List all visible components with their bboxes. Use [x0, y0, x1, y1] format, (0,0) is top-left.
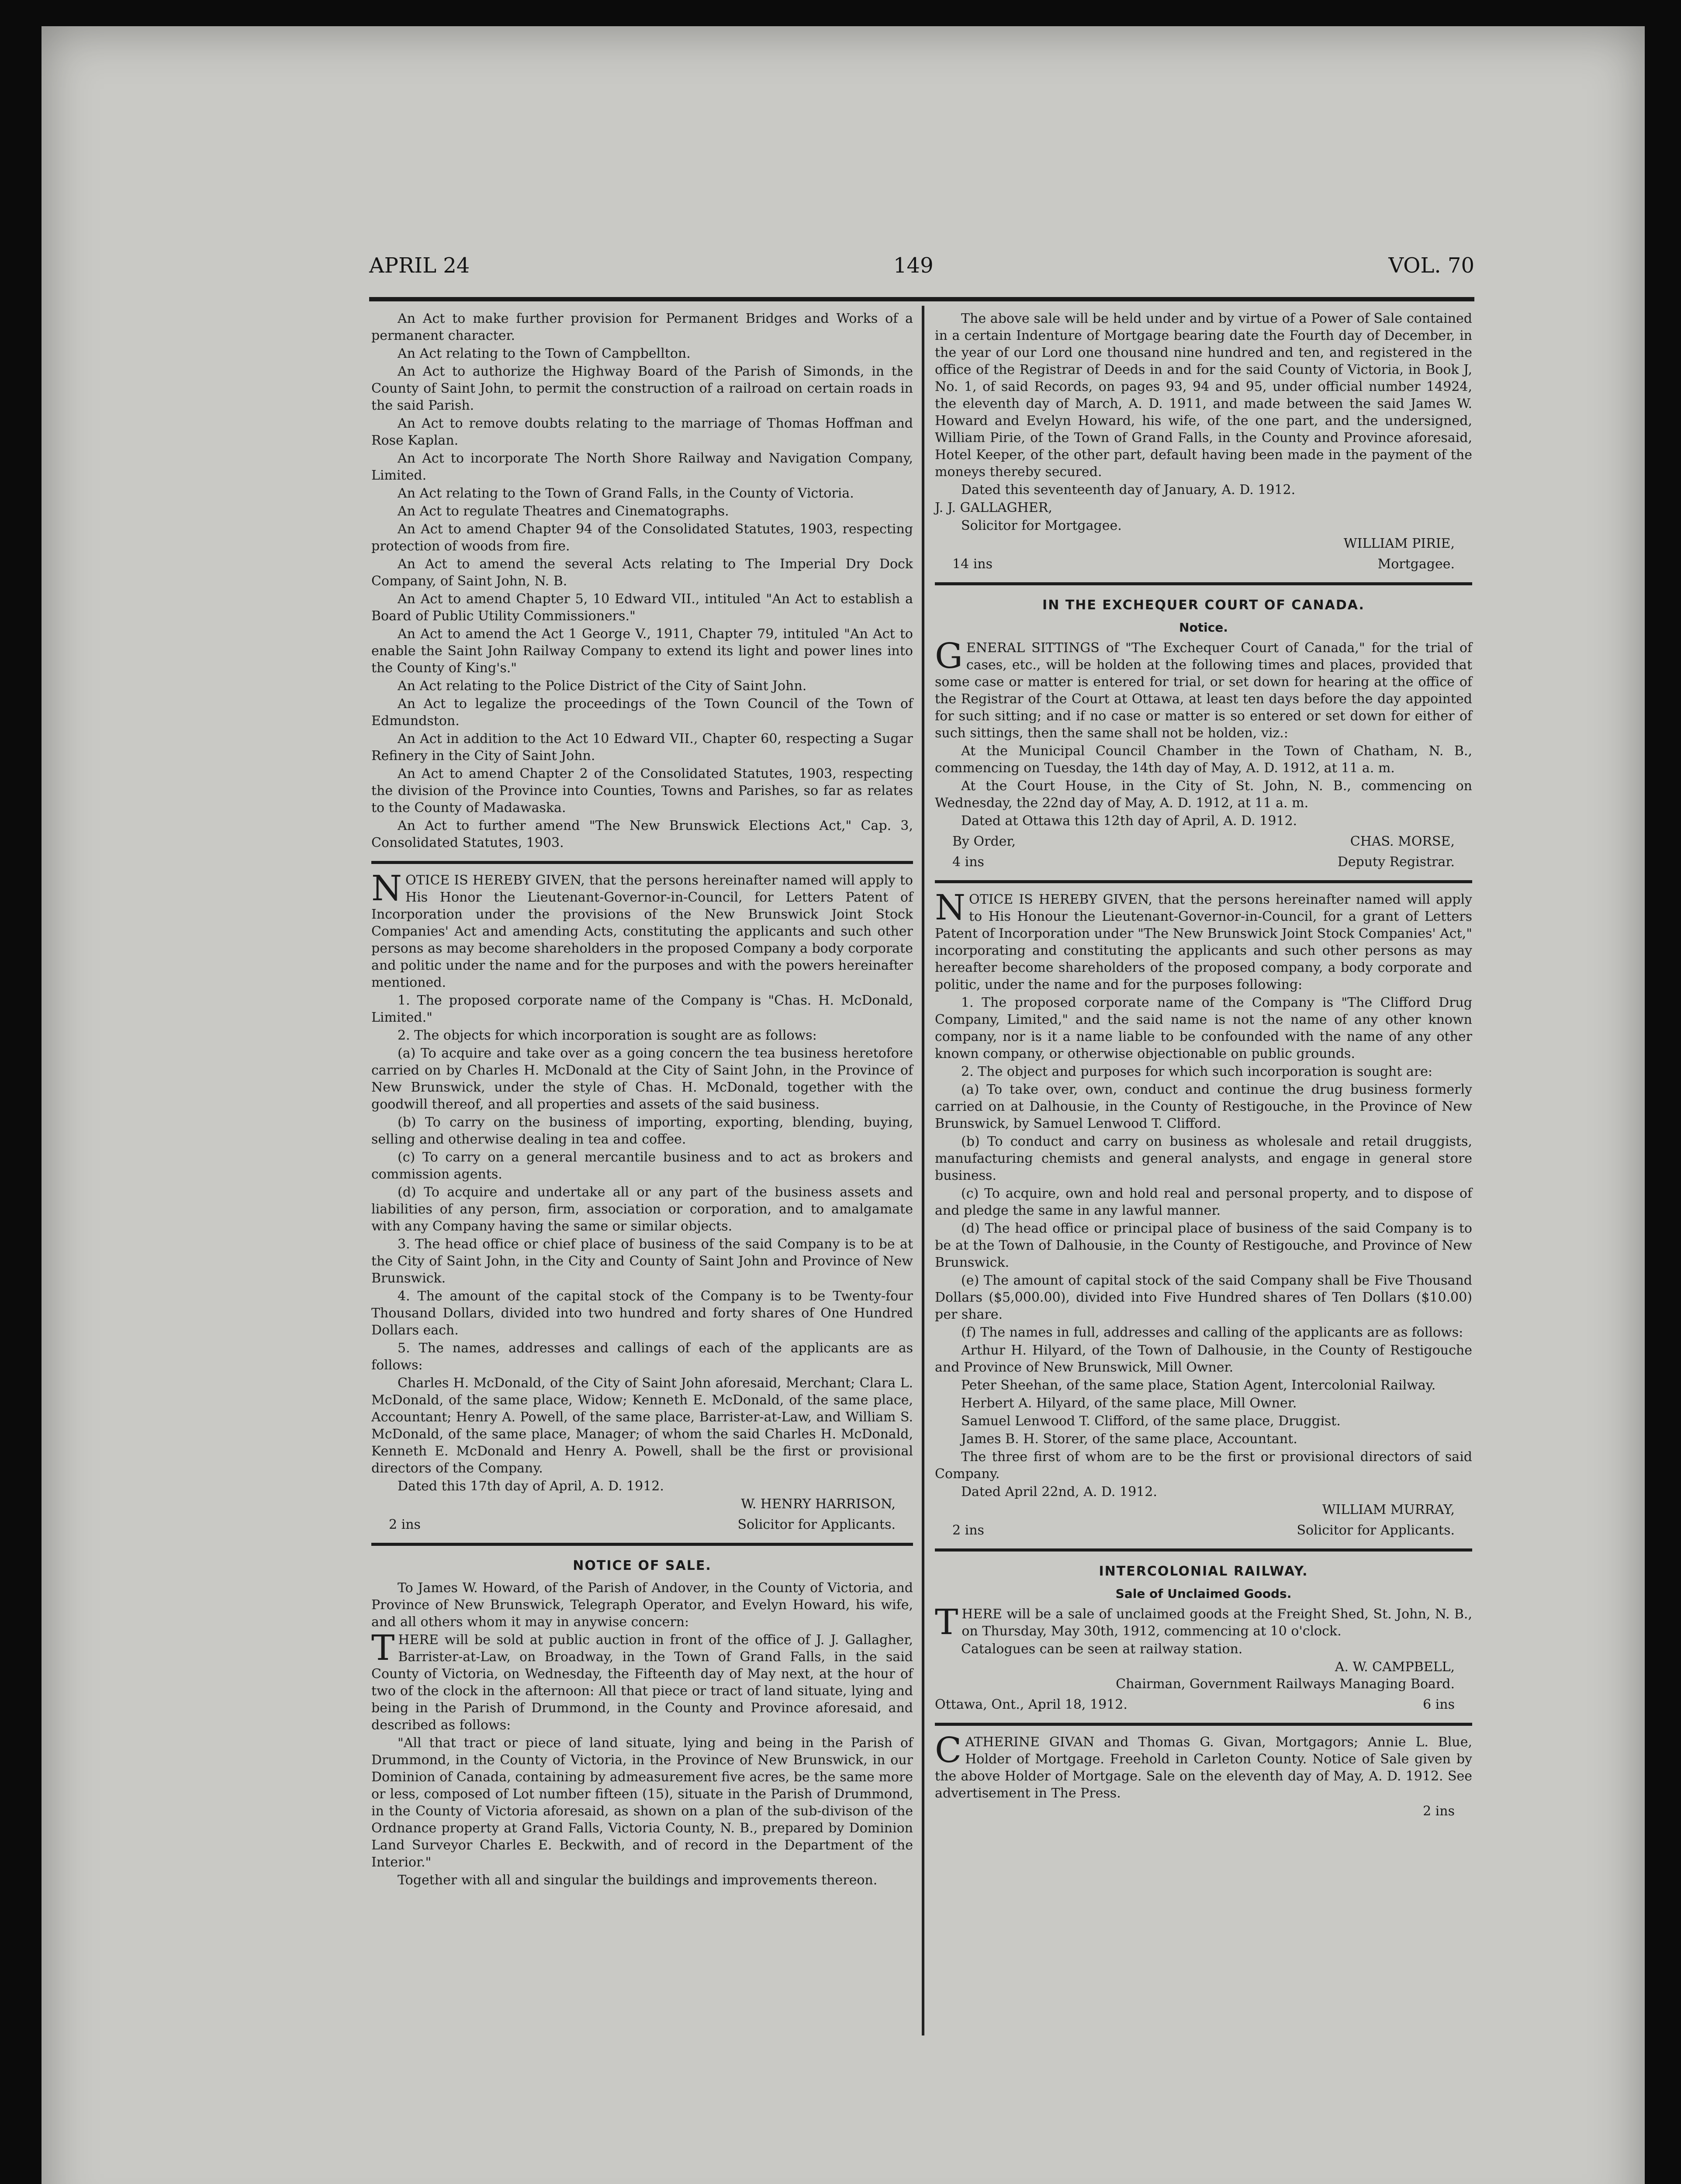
act-item: An Act to further amend "The New Brunswick Elections Act," Cap. 3, Consolidated Statutes, 1903.	[371, 818, 913, 850]
section-rule	[935, 1548, 1472, 1552]
act-item: An Act to authorize the Highway Board of the Parish of Simonds, in the County of Saint John, to permit the construction of a railroad on certain roads in the said Parish.	[371, 364, 913, 413]
signature-row	[935, 1522, 1472, 1539]
section-title: INTERCOLONIAL RAILWAY.	[1099, 1564, 1308, 1579]
notice-intro: OTICE IS HEREBY GIVEN, that the persons hereinafter named will apply to His Honor the Lieutenant-Governor-in-Council, for Letters Patent of Incorporation under the provisions of the New Brunswick Joint Stock Companies' Act and amending Acts, constituting the applicants and such other persons as may become shareholders in the proposed Company a body corporate and politic under the name and for the purposes and with the powers hereinafter mentioned.	[371, 873, 913, 990]
signature-row	[935, 556, 1472, 573]
act-item: An Act relating to the Town of Grand Falls, in the County of Victoria.	[398, 486, 854, 501]
notice-paragraph: 4. The amount of the capital stock of the Company is to be Twenty-four Thousand Dollars, divided into two hundred and forty shares of One Hundred Dollars each.	[371, 1289, 913, 1338]
signature-title: Solicitor for Applicants.	[1297, 1523, 1455, 1538]
section-subtitle: Notice.	[1179, 620, 1228, 635]
notice-paragraph: (d) The head office or principal place of business of the said Company is to be at the Town of Dalhousie, in the County of Restigouche, and Province of New Brunswick.	[935, 1221, 1472, 1270]
insertion-count: 2 ins	[952, 1523, 984, 1538]
notice-dated: Dated this 17th day of April, A. D. 1912.	[398, 1479, 664, 1494]
signature-name: W. HENRY HARRISON,	[741, 1496, 896, 1512]
act-item: An Act to remove doubts relating to the marriage of Thomas Hoffman and Rose Kaplan.	[371, 416, 913, 448]
exchequer-sitting: At the Court House, in the City of St. John, N. B., commencing on Wednesday, the 22nd day of May, A. D. 1912, at 11 a. m.	[935, 778, 1472, 811]
sale-description: "All that tract or piece of land situate, lying and being in the Parish of Drummond, in the County of Victoria, in the Province of New Brunswick, in our Dominion of Canada, containing by admeasurement five acres, be the same more or less, composed of Lot number fifteen (15), situate in the Parish of Drummond, in the County of Victoria aforesaid, as shown on a plan of the sub-divison of the Ordnance property at Grand Falls, Victoria County, N. B., prepared by Dominion Land Surveyor Charles E. Beckwith, and of record in the Department of the Interior."	[371, 1735, 913, 1870]
notice-paragraph: (e) The amount of capital stock of the said Company shall be Five Thousand Dollars ($5,000.00), divided into Five Hundred shares of Ten Dollars ($10.00) per share.	[935, 1273, 1472, 1322]
right-column	[935, 310, 1472, 1820]
signature-row	[935, 854, 1472, 871]
sale-dated: Dated this seventeenth day of January, A. D. 1912.	[961, 482, 1296, 498]
dropcap: N	[371, 868, 402, 909]
notice-paragraph: (c) To acquire, own and hold real and personal property, and to dispose of and pledge the same in any lawful manner.	[935, 1186, 1472, 1218]
section-rule	[935, 582, 1472, 585]
insertion-count: 2 ins	[1423, 1804, 1455, 1819]
signature-name: CHAS. MORSE,	[1350, 834, 1455, 849]
notice-paragraph: Charles H. McDonald, of the City of Saint John aforesaid, Merchant; Clara L. McDonald, of the same place, Widow; Kenneth E. McDonald, of the same place, Accountant; Henry A. Powell, of the same place, Barrister-at-Law, and William S. McDonald, of the same place, Manager; of whom the said Charles H. McDonald, Kenneth E. McDonald and Henry A. Powell, shall be the first or provisional directors of the Company.	[371, 1375, 913, 1476]
signature-row	[371, 1516, 913, 1533]
act-item: An Act relating to the Town of Campbellton.	[398, 346, 691, 361]
notice-paragraph: 2. The object and purposes for which such incorporation is sought are:	[961, 1064, 1433, 1079]
exchequer-court-notice	[935, 597, 1472, 871]
signature-name: A. W. CAMPBELL,	[1335, 1659, 1455, 1675]
notice-paragraph: (c) To carry on a general mercantile business and to act as brokers and commission agents.	[371, 1150, 913, 1182]
dropcap: C	[935, 1730, 962, 1770]
act-item: An Act to make further provision for Permanent Bridges and Works of a permanent character.	[371, 311, 913, 343]
exchequer-dated: Dated at Ottawa this 12th day of April, A. D. 1912.	[961, 813, 1297, 829]
notice-paragraph: (a) To acquire and take over as a going concern the tea business heretofore carried on by Charles H. McDonald at the City of Saint John, in the Province of New Brunswick, under the style of Chas. H. McDonald, together with the goodwill thereof, and all properties and assets of the said business.	[371, 1046, 913, 1112]
act-item: An Act to incorporate The North Shore Railway and Navigation Company, Limited.	[371, 451, 913, 483]
page-header	[369, 253, 1474, 288]
by-order: By Order,	[952, 834, 1016, 849]
insertion-count: 14 ins	[952, 556, 993, 572]
givan-mortgage-notice	[935, 1730, 1472, 1820]
act-item: An Act to legalize the proceedings of the Town Council of the Town of Edmundston.	[371, 696, 913, 729]
dropcap: T	[935, 1602, 958, 1642]
signature-row	[935, 833, 1472, 850]
exchequer-body: ENERAL SITTINGS of "The Exchequer Court of Canada," for the trial of cases, etc., will be holden at the following times and places, provided that some case or matter is entered for trial, or set down for hearing at the office of the Registrar of the Court at Ottawa, at least ten days before the day appointed for such sitting; and if no case or matter is so entered or set down for either of such sittings, then the same shall not be holden, viz.:	[935, 640, 1472, 741]
act-item: An Act to amend the Act 1 George V., 1911, Chapter 79, intituled "An Act to enable the Saint John Railway Company to extend its light and power lines into the County of King's."	[371, 626, 913, 676]
section-title: IN THE EXCHEQUER COURT OF CANADA.	[1042, 598, 1365, 613]
section-rule	[935, 880, 1472, 883]
notice-dated: Dated April 22nd, A. D. 1912.	[961, 1484, 1157, 1500]
notice-paragraph: Samuel Lenwood T. Clifford, of the same place, Druggist.	[961, 1413, 1341, 1429]
incorporation-notice-clifford	[935, 887, 1472, 1539]
dropcap: N	[935, 887, 965, 928]
dropcap: G	[935, 636, 963, 676]
section-rule	[371, 1543, 913, 1546]
notice-paragraph: 5. The names, addresses and callings of each of the applicants are as follows:	[371, 1341, 913, 1373]
insertion-count: 6 ins	[1423, 1697, 1455, 1712]
column-divider	[922, 306, 924, 2035]
section-subtitle: Sale of Unclaimed Goods.	[1115, 1586, 1292, 1601]
notice-paragraph: Peter Sheehan, of the same place, Station Agent, Intercolonial Railway.	[961, 1378, 1436, 1393]
section-title: NOTICE OF SALE.	[573, 1558, 712, 1573]
notice-of-sale-continued	[935, 310, 1472, 573]
notice-paragraph: The three first of whom are to be the first or provisional directors of said Company.	[935, 1449, 1472, 1482]
notice-paragraph: 2. The objects for which incorporation is sought are as follows:	[398, 1028, 817, 1043]
notice-intro: OTICE IS HEREBY GIVEN, that the persons hereinafter named will apply to His Honour the Lieutenant-Governor-in-Council, for a grant of Letters Patent of Incorporation under "The New Brunswick Joint Stock Companies' Act," incorporating and constituting the applicants and such other persons as may hereafter become shareholders of the proposed company, a body corporate and politic, under the name and for the purposes following:	[935, 892, 1472, 992]
sale-body: HERE will be sold at public auction in front of the office of J. J. Gallagher, Barrister-at-Law, on Broadway, in the Town of Grand Falls, in the said County of Victoria, on Wednesday, the Fifteenth day of May next, at the hour of two of the clock in the afternoon: All that piece or tract of land situate, lying and being in the Parish of Drummond, in the County and Province aforesaid, and described as follows:	[371, 1632, 913, 1733]
signature-title: Deputy Registrar.	[1337, 854, 1455, 870]
notice-paragraph: 3. The head office or chief place of business of the said Company is to be at the City of Saint John, in the City and County of Saint John and Province of New Brunswick.	[371, 1237, 913, 1286]
volume-label: VOL. 70	[1388, 253, 1474, 278]
notice-of-sale	[371, 1557, 913, 1889]
left-column	[371, 310, 913, 1890]
givan-body: ATHERINE GIVAN and Thomas G. Givan, Mortgagors; Annie L. Blue, Holder of Mortgage. Freehold in Carleton County. Notice of Sale given by the above Holder of Mortgage. Sale on the eleventh day of May, A. D. 1912. See advertisement in The Press.	[935, 1735, 1472, 1801]
solicitor-title: Solicitor for Mortgagee.	[961, 518, 1122, 533]
exchequer-sitting: At the Municipal Council Chamber in the Town of Chatham, N. B., commencing on Tuesday, the 14th day of May, A. D. 1912, at 11 a. m.	[935, 743, 1472, 776]
railway-catalogues: Catalogues can be seen at railway station.	[961, 1641, 1243, 1657]
signature-row	[935, 1696, 1472, 1713]
act-item: An Act to regulate Theatres and Cinematographs.	[398, 504, 729, 519]
signature-title: Chairman, Government Railways Managing Board.	[1116, 1676, 1455, 1692]
act-item: An Act in addition to the Act 10 Edward VII., Chapter 60, respecting a Sugar Refinery in the City of Saint John.	[371, 731, 913, 764]
notice-paragraph: (b) To carry on the business of importing, exporting, blending, buying, selling and otherwise dealing in tea and coffee.	[371, 1115, 913, 1147]
signature-title: Solicitor for Applicants.	[737, 1517, 896, 1532]
sale-together: Together with all and singular the buildings and improvements thereon.	[398, 1873, 878, 1888]
notice-paragraph: (a) To take over, own, conduct and continue the drug business formerly carried on at Dalhousie, in the County of Restigouche, in the Province of New Brunswick, by Samuel Lenwood T. Clifford.	[935, 1082, 1472, 1131]
sale-terms: The above sale will be held under and by virtue of a Power of Sale contained in a certain Indenture of Mortgage bearing date the Fourth day of December, in the year of our Lord one thousand nine hundred and ten, and registered in the office of the Registrar of Deeds in and for the said County of Victoria, in Book J, No. 1, of said Records, on pages 93, 94 and 95, under official number 14924, the eleventh day of March, A. D. 1911, and made between the said James W. Howard and Evelyn Howard, his wife, of the one part, and the undersigned, William Pirie, of the Town of Grand Falls, in the County and Province aforesaid, Hotel Keeper, of the other part, default having been made in the payment of the moneys thereby secured.	[935, 311, 1472, 480]
notice-paragraph: (f) The names in full, addresses and calling of the applicants are as follows:	[961, 1325, 1463, 1340]
act-item: An Act to amend the several Acts relating to The Imperial Dry Dock Company, of Saint John, N. B.	[371, 556, 913, 589]
section-rule	[371, 861, 913, 864]
mortgagee-name: WILLIAM PIRIE,	[1343, 536, 1455, 551]
mortgagee-title: Mortgagee.	[1377, 556, 1455, 572]
notice-paragraph: Herbert A. Hilyard, of the same place, Mill Owner.	[961, 1396, 1297, 1411]
act-item: An Act to amend Chapter 94 of the Consolidated Statutes, 1903, respecting protection of woods from fire.	[371, 522, 913, 554]
page-number: 149	[893, 253, 934, 278]
notice-paragraph: Arthur H. Hilyard, of the Town of Dalhousie, in the County of Restigouche and Province of New Brunswick, Mill Owner.	[935, 1343, 1472, 1375]
dropcap: T	[371, 1628, 395, 1668]
incorporation-notice-mcdonald	[371, 868, 913, 1533]
act-item: An Act relating to the Police District of the City of Saint John.	[398, 678, 807, 694]
sale-addressee: To James W. Howard, of the Parish of Andover, in the County of Victoria, and Province of New Brunswick, Telegraph Operator, and Evelyn Howard, his wife, and all others whom it may in anywise concern:	[371, 1580, 913, 1630]
header-date: APRIL 24	[369, 253, 470, 278]
insertion-count: 2 ins	[389, 1517, 421, 1532]
act-item: An Act to amend Chapter 2 of the Consolidated Statutes, 1903, respecting the division of the Province into Counties, Towns and Parishes, so far as relates to the County of Madawaska.	[371, 766, 913, 816]
railway-place-date: Ottawa, Ont., April 18, 1912.	[935, 1697, 1128, 1712]
notice-paragraph: 1. The proposed corporate name of the Company is "Chas. H. McDonald, Limited."	[371, 993, 913, 1025]
acts-list	[371, 310, 913, 851]
insertion-count: 4 ins	[952, 854, 984, 870]
signature-name: WILLIAM MURRAY,	[1322, 1502, 1455, 1517]
solicitor-name: J. J. GALLAGHER,	[935, 500, 1052, 515]
notice-paragraph: (b) To conduct and carry on business as wholesale and retail druggists, manufacturing chemists and general analysts, and engage in general store business.	[935, 1134, 1472, 1183]
act-item: An Act to amend Chapter 5, 10 Edward VII., intituled "An Act to establish a Board of Public Utility Commissioners."	[371, 591, 913, 624]
notice-paragraph: 1. The proposed corporate name of the Company is "The Clifford Drug Company, Limited," and the said name is not the name of any other known company, nor is it a name liable to be confounded with the name of any other known company, or otherwise objectionable on public grounds.	[935, 995, 1472, 1061]
railway-body: HERE will be a sale of unclaimed goods at the Freight Shed, St. John, N. B., on Thursday, May 30th, 1912, commencing at 10 o'clock.	[962, 1607, 1472, 1639]
notice-paragraph: (d) To acquire and undertake all or any part of the business assets and liabilities of any person, firm, association or corporation, and to amalgamate with any Company having the same or similar objects.	[371, 1185, 913, 1234]
intercolonial-railway-notice	[935, 1563, 1472, 1713]
section-rule	[935, 1723, 1472, 1726]
header-rule	[369, 297, 1474, 301]
notice-paragraph: James B. H. Storer, of the same place, Accountant.	[961, 1431, 1297, 1447]
